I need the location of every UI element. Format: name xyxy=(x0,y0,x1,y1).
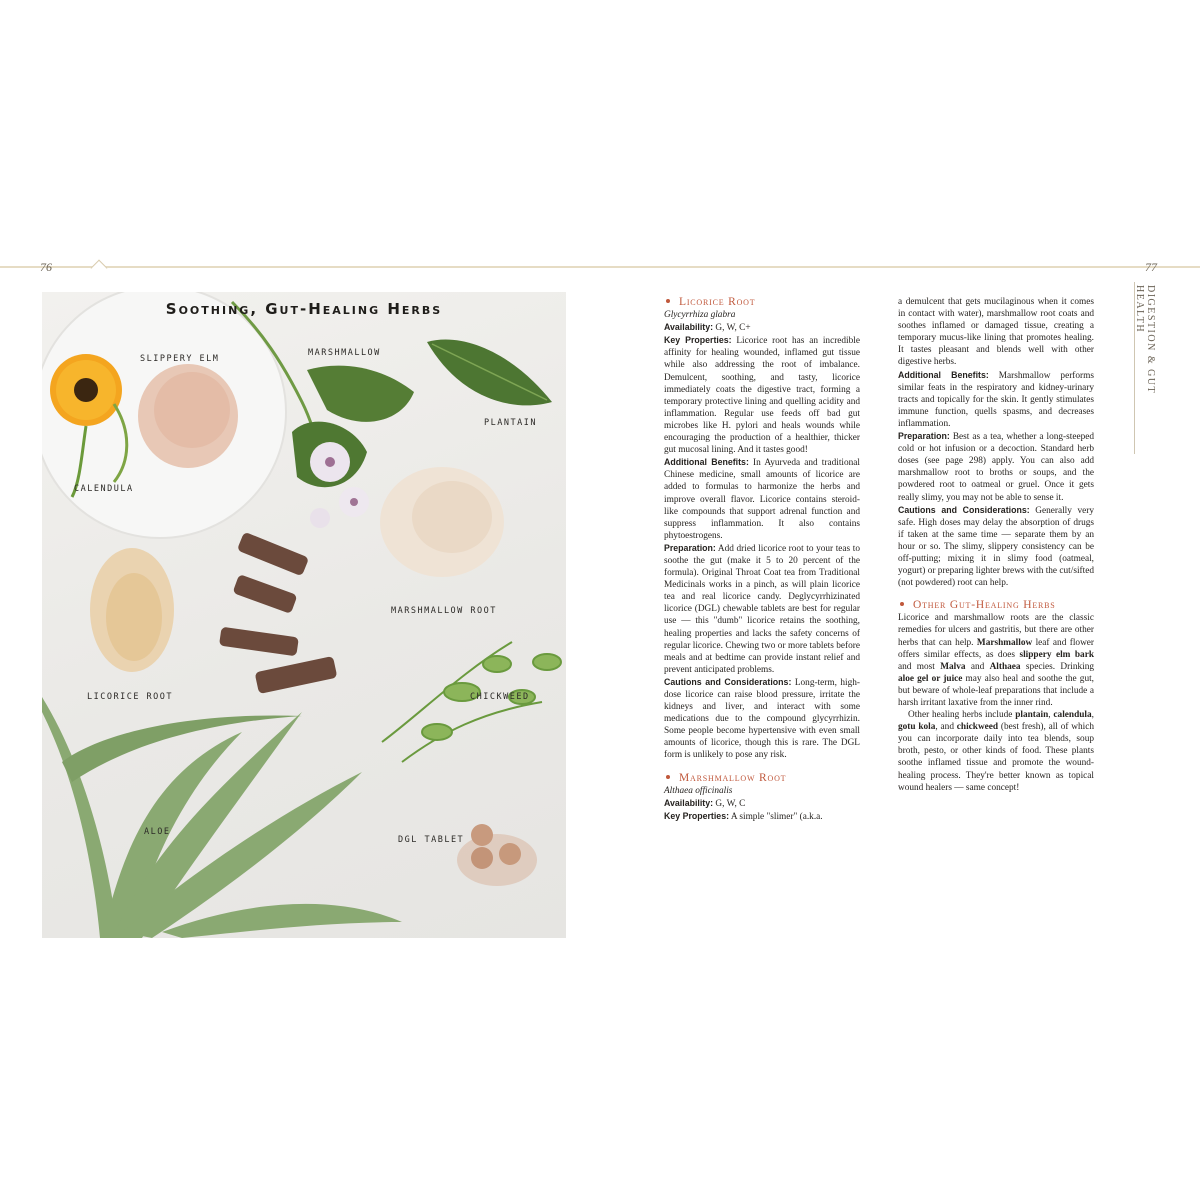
section-heading-marshmallow: Marshmallow Root xyxy=(664,772,860,784)
label-plantain: PLANTAIN xyxy=(484,418,537,428)
label-aloe: ALOE xyxy=(144,827,171,837)
licorice-additional-benefits: Additional Benefits: In Ayurveda and traditional Chinese medicine, small amounts of licorice are added to formulas to harmonize the herbs and improve overall flavor. Licorice contains steroid-like compounds that support adrenal function and suppress inflammation. It also contains phytoestrogens. xyxy=(664,457,860,541)
other-herbs-paragraph-2: Other healing herbs include plantain, calendula, gotu kola, and chickweed (best fresh), all of which you can incorporate daily into tea blends, soup broth, pesto, or other kinds of food. These plants soothe inflamed tissue and promote the wound-healing process. They're better known as topical wound healers — same concept! xyxy=(898,710,1094,793)
licorice-sticks xyxy=(219,532,337,694)
section-heading-licorice: Licorice Root xyxy=(664,296,860,308)
marshmallow-key-properties: Key Properties: A simple "slimer" (a.k.a. xyxy=(664,810,823,822)
licorice-cautions: Cautions and Considerations: Long-term, high-dose licorice can raise blood pressure, irritate the kidneys and liver, and interact with some medications due to the compound glycyrrhizin. Some people become hypertensive with even small amounts of licorice, though this is rare. The DGL form is unlikely to pose any risk. xyxy=(664,676,861,761)
page-number-left: 76 xyxy=(40,260,52,274)
marshmallow-additional-benefits: Additional Benefits: Marshmallow performs similar feats in the respiratory and kidney-urinary tracts and topically for the skin. It gently stimulates immune function, quells spasms, and decreases inflammation. xyxy=(898,369,1094,429)
text-column-1 xyxy=(664,296,860,823)
licorice-preparation: Preparation: Add dried licorice root to your teas to soothe the gut (make it 5 to 20 percent of the formula). Original Throat Coat tea from Traditional Medicinals works in a pinch, as will plain licorice tea and real licorice candy. Deglycyrrhizinated licorice (DGL) chewable tablets are best for regular use — this "dumb" licorice retains the soothing, healing properties and lacks the safety concerns of regular licorice. Chewing two or more tablets before meals and at bedtime can provide instant relief and prevent anticipated problems. xyxy=(664,542,860,675)
label-calendula: CALENDULA xyxy=(74,484,134,494)
marshmallow-key-properties-cont: a demulcent that gets mucilaginous when it comes in contact with water), marshmallow root coats and soothes inflamed or damaged tissue, creating a temporary mucus-like lining that promotes healing. It tastes pleasant and blends well with other digestive herbs. xyxy=(898,297,1094,368)
marshmallow-leaf xyxy=(307,366,414,422)
label-marshmallow: MARSHMALLOW xyxy=(308,348,381,358)
section-heading-other-herbs: Other Gut-Healing Herbs xyxy=(898,599,1094,611)
label-slippery-elm: SLIPPERY ELM xyxy=(140,354,220,364)
latin-name-marshmallow: Althaea officinalis xyxy=(664,785,733,796)
other-herbs-paragraph-1: Licorice and marshmallow roots are the classic remedies for ulcers and gastritis, but there are other herbs that can help. Marshmallow leaf and flower offers similar effects, as does slippery elm bark and most Malva and Althaea species. Drinking aloe gel or juice may also heal and soothe the gut, but beware of whole-leaf preparations that include a harsh irritant laxative from the inner rind. xyxy=(898,613,1095,708)
marshmallow-preparation: Preparation: Best as a tea, whether a long-steeped cold or hot infusion or a decoction. Standard herb doses (see page 298) apply. You can also add marshmallow root to broths or soups, and the powdered root to oatmeal or gruel. Once it gets really slimy, you may not be able to sense it. xyxy=(898,431,1094,503)
label-dgl-tablet: DGL TABLET xyxy=(398,835,465,845)
running-head: DIGESTION & GUT HEALTH xyxy=(1134,285,1156,394)
photo-title: Soothing, Gut-Healing Herbs xyxy=(165,300,443,318)
page-rule-right xyxy=(600,266,1200,268)
bullet-icon xyxy=(666,299,670,303)
rule-ornament xyxy=(91,260,108,277)
herb-photo xyxy=(42,292,566,938)
bullet-icon xyxy=(900,602,904,606)
label-licorice-root: LICORICE ROOT xyxy=(87,692,174,702)
marshmallow-cautions: Cautions and Considerations: Generally very safe. High doses may delay the absorption of drugs if taken at the same time — separate them by an hour or so. The slimy, slippery consistency can be off-putting; mixing it in slimy food (oatmeal, yogurt) or preparing lighter brews with the cut/sifted (not powdered) root can help. xyxy=(898,504,1094,589)
label-marshmallow-root: MARSHMALLOW ROOT xyxy=(391,606,497,616)
marshmallow-availability: Availability: G, W, C xyxy=(664,797,746,809)
text-column-2 xyxy=(898,296,1094,794)
chickweed-sprigs xyxy=(382,642,561,762)
licorice-key-properties: Key Properties: Licorice root has an incredible affinity for healing wounded, inflamed gut tissue while also addressing the root of imbalance. Demulcent, soothing, and tasty, licorice immediately coats the digestive tract, forming a temporary protective lining and quelling acidity and inflammation. Regular use feeds off bad gut microbes like H. pylori and heals wounds while encouraging the production of a healthier, thicker gut mucosal lining. And it tastes good! xyxy=(664,335,861,456)
label-chickweed: CHICKWEED xyxy=(470,692,530,702)
licorice-availability: Availability: G, W, C+ xyxy=(664,322,751,334)
bullet-icon xyxy=(666,775,670,779)
aloe-leaves xyxy=(42,697,402,938)
dgl-tablets xyxy=(457,824,537,886)
page-number-right: 77 xyxy=(1145,260,1157,274)
latin-name-licorice: Glycyrrhiza glabra xyxy=(664,310,736,321)
